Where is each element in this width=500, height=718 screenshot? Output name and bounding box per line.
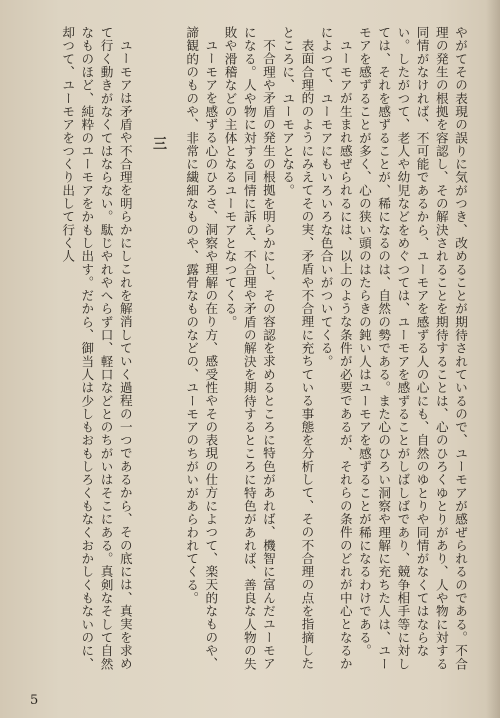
vertical-body-text xyxy=(25,26,470,678)
paragraph-2: ユーモアが生まれ感ぜられるには、以上のような条件が必要であるが、それらの条件のどれが中心となるかによつて、ユーモアにもいろいろな色合いがついてくる。 xyxy=(318,26,353,670)
paragraph-5: ユーモアを感ずる心のひろさ、洞察や理解の在り方、感受性やその表現の仕方によつて、楽天的なものや、諦観的のものや、非常に繊細なものや、露骨なものなどの、ユーモアのちがいがあらわれてくる。 xyxy=(184,26,219,670)
paragraph-4: 不合理や矛盾の発生の根拠を明らかにし、その容認を求めるところに特色があれば、機智に富んだユーモアになる。人や物に対する同情に訴え、不合理や矛盾の解決を期待するところに特色があれば、善良な人物の失敗や滑稽などの主体となるユーモアとなつてくる。 xyxy=(222,26,276,671)
page-number: 5 xyxy=(30,693,39,708)
section-heading: 三 xyxy=(150,136,167,151)
paragraph-6: ユーモアは矛盾や不合理を明らかにしこれを解消していく過程の一つであるから、その底には、真実を求めて行く動きがなくてはならない。駄じやれやへらず口、軽口などとのちがいはそこにある。真剣なそして自然なものほど、純粋のユーモアをかもし出す。だから、御当人は少しもおもしろくもなくおかしくもないのに、却つて、ユーモアをつくり出して行く人 xyxy=(60,26,133,671)
paragraph-3: 表面合理的のようにみえてその実、矛盾や不合理に充ちている事態を分析して、その不合理の点を指摘したところに、ユーモアとなる。 xyxy=(280,26,315,670)
paragraph-1: やがてその表現の誤りに気がつき、改めることが期待されているので、ユーモアが感ぜられるのである。不合理の発生の根拠を容認し、その解決されることを期待することは、心のひろくゆとりがあり、人や物に対する同情がなければ、不可能であるから、ユーモアを感ずる人の心にも、自然のゆとりや同情がなくてはならない。したがつて、老人や幼児などをめぐつては、ユーモアを感ずることがしばしばであり、競争相手等に対しては、それを感ずることが、稀になるのは、自然の勢である。また心のひろい洞察や理解に充ちた人は、ユーモアを感ずることが多く、心の狭い頭のはたらきの鈍い人はユーモアを感ずることが稀になるわけである。 xyxy=(356,26,468,671)
spine-shadow xyxy=(486,0,500,718)
